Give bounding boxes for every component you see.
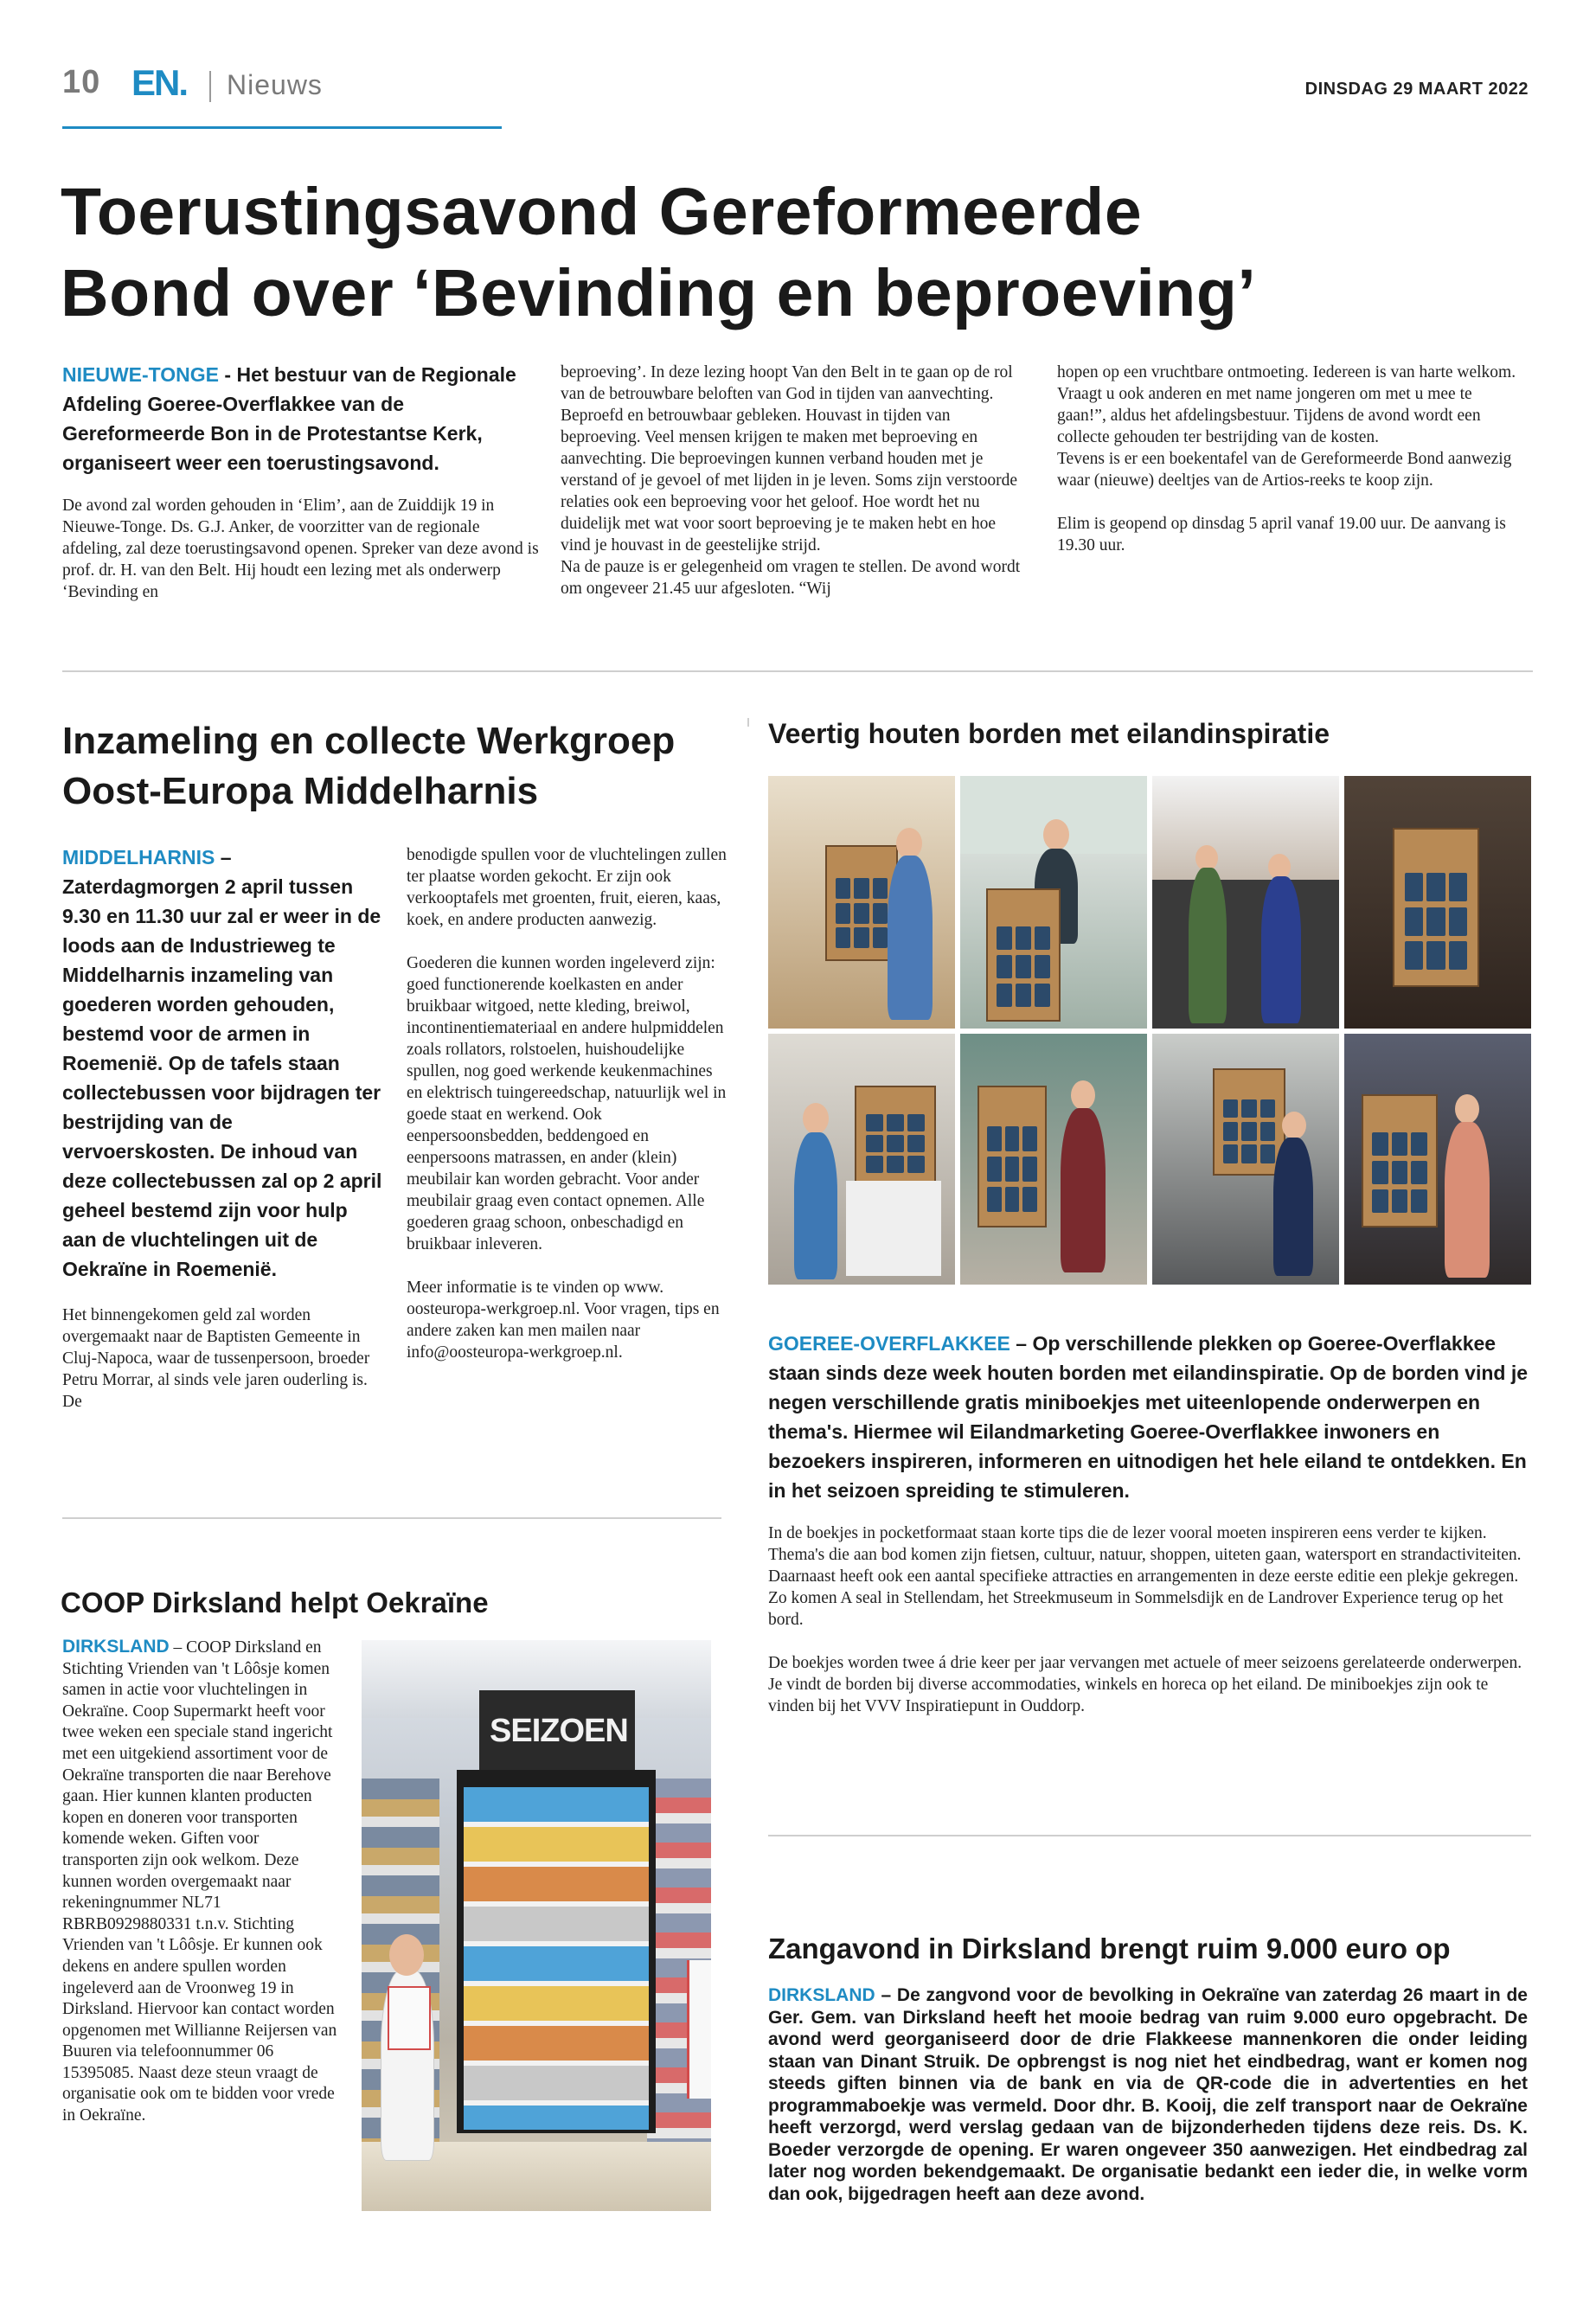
article1-lead: NIEUWE-TONGE - Het bestuur van de Regionale Afdeling Goeree-Overflakkee van de Gereformeerde Bon in de Protestantse Kerk, organiseert weer een toerustingsavond. xyxy=(62,363,516,474)
article3-headline: Veertig houten borden met eilandinspiratie xyxy=(768,718,1330,749)
collage-photo-1 xyxy=(768,776,955,1029)
article2-body-3: Goederen die kunnen worden ingeleverd zijn: goed functionerende koelkasten en ander bruikbaar witgoed, nette kleding, breiwol, incontinentiemateriaal en andere hulpmiddelen zoals rollators, rolstoelen, huishoudelijke spullen, nog goed werkende keukenmachines en elektrisch tuingereedschap, natuurlijk wel in goede staat en werkend. Ook eenpersoonsbedden, beddengoed en eenpersoons matrassen, en ander (klein) meubilair kan worden gebracht. Voor ander meubilair graag even contact opnemen. Alle goederen graag schoon, onbeschadigd en bruikbaar inleveren. xyxy=(407,954,727,1253)
article2-dateline: MIDDELHARNIS xyxy=(62,846,215,868)
collage-photo-4 xyxy=(1344,776,1531,1029)
header-underline xyxy=(62,126,502,129)
article2-body-1: Het binnengekomen geld zal worden overgemaakt naar de Baptisten Gemeente in Cluj-Napoca, waar de tussenpersoon, broeder Petru Morrar, al sinds vele jaren ouderling is. De xyxy=(62,1306,370,1411)
logo: EN. xyxy=(131,62,188,103)
article4-dateline: DIRKSLAND xyxy=(62,1637,170,1657)
coop-photo xyxy=(362,1640,711,2211)
article1-col3 xyxy=(1057,362,1524,556)
article2-col1 xyxy=(62,843,384,1413)
article1-body-3: Na de pauze is er gelegenheid om vragen te stellen. De avond wordt om ongeveer 21.45 uur afgesloten. “Wij xyxy=(561,558,1021,598)
article1-body-5: Tevens is er een boekentafel van de Gereformeerde Bond aanwezig waar (nieuwe) deeltjes van de Artios-reeks te koop zijn. xyxy=(1057,450,1512,490)
collage-photo-8 xyxy=(1344,1034,1531,1285)
article5-headline: Zangavond in Dirksland brengt ruim 9.000 euro op xyxy=(768,1932,1451,1965)
collage-photo-7 xyxy=(1152,1034,1339,1285)
column-divider xyxy=(747,718,749,727)
header-divider xyxy=(209,71,211,102)
article3-lead: GOEREE-OVERFLAKKEE – Op verschillende plekken op Goeree-Overflakkee staan sinds deze week houten borden met eilandinspiratie. Op de borden vind je negen verschillende gratis miniboekjes met uiteenlopende onderwerpen en thema's. Hiermee wil Eilandmarketing Goeree-Overflakkee inwoners en bezoekers inspireren, informeren en uitnodigen het hele eiland te ontdekken. En in het seizoen spreiding te stimuleren. xyxy=(768,1332,1529,1502)
article3-text xyxy=(768,1329,1528,1717)
borden-photo-collage xyxy=(768,776,1531,1285)
article3-body-2: De boekjes worden twee á drie keer per jaar vervangen met actuele of meer seizoens gerelateerde onderwerpen. Je vindt de borden bij diverse accommodaties, winkels en horeca op het eiland. De miniboekjes zijn ook te vinden bij het VVV Inspiratiepunt in Ouddorp. xyxy=(768,1654,1522,1715)
collage-photo-2 xyxy=(960,776,1147,1029)
page-number: 10 xyxy=(62,64,101,100)
coop-photo-sign: SEIZOEN xyxy=(490,1713,628,1749)
article2-body-4: Meer informatie is te vinden op www. oosteuropa-werkgroep.nl. Voor vragen, tips en andere zaken kan men mailen naar info@oosteuropa-werkgroep.nl. xyxy=(407,1279,720,1362)
collage-photo-3 xyxy=(1152,776,1339,1029)
divider-3 xyxy=(768,1835,1531,1836)
section-label: Nieuws xyxy=(227,69,323,100)
collage-photo-6 xyxy=(960,1034,1147,1285)
article1-col1 xyxy=(62,360,540,603)
article1-col2 xyxy=(561,362,1028,599)
article1-body-6: Elim is geopend op dinsdag 5 april vanaf 19.00 uur. De aanvang is 19.30 uur. xyxy=(1057,515,1506,554)
article3-body-1: In de boekjes in pocketformaat staan korte tips die de lezer vooral moeten inspireren eens verder te kijken. Thema's die aan bod komen zijn fietsen, cultuur, natuur, shoppen, uiteten gaan, watersport en strandactiviteiten. Daarnaast heeft ook een aantal specifieke attracties en arrangementen in deze eerste editie een plekje gekregen. Zo komen A seal in Stellendam, het Streekmuseum in Sommelsdijk en de Landrover Experience terug op het bord. xyxy=(768,1524,1522,1629)
divider-2 xyxy=(62,1517,721,1519)
article1-headline: Toerustingsavond Gereformeerde Bond over ‘Bevinding en beproeving’ xyxy=(61,175,1257,330)
article2-lead: MIDDELHARNIS – Zaterdagmorgen 2 april tussen 9.30 en 11.30 uur zal er weer in de loods aan de Industrieweg te Middelharnis inzameling van goederen worden gehouden, bestemd voor de armen in Roemenië. Op de tafels staan collectebussen voor bijdragen ter bestrijding van de vervoerskosten. De inhoud van deze collectebussen zal op 2 april geheel bestemd zijn voor hulp aan de vluchtelingen uit de Oekraïne in Roemenië. xyxy=(62,846,382,1280)
article5-dateline: DIRKSLAND xyxy=(768,1985,875,2005)
divider-1 xyxy=(62,670,1533,672)
article2-body-2: benodigde spullen voor de vluchtelingen zullen ter plaatse worden gekocht. Er zijn ook verkooptafels met groenten, fruit, eieren, kaas, koek, en andere producten aanwezig. xyxy=(407,846,727,929)
article1-dateline: NIEUWE-TONGE xyxy=(62,363,220,386)
article5-text: DIRKSLAND – De zangvond voor de bevolking in Oekraïne van zaterdag 26 maart in de Ger. Gem. van Dirksland heeft het mooie bedrag van ruim 9.000 euro opgebracht. De avond werd georganiseerd door de drie Flakkeese mannenkoren die onder leiding staan van Dinant Struik. De opbrengst is nog niet het eindbedrag, want er komen nog steeds giften binnen via de bank en via de QR-code die in advertenties en het programmaboekje was vermeld. Door dhr. B. Kooij, die zelf transport naar de Oekraïne heeft verzorgd, werd verslag gedaan van de bijzonderheden tijdens deze reis. Ds. K. Boeder verzorgde de opening. Er waren ongeveer 350 aanwezigen. Het eindbedrag zal later nog worden bekendgemaakt. De organisatie bedankt een ieder die, in welke vorm dan ook, bijgedragen heeft aan deze avond. xyxy=(768,1985,1528,2204)
article1-body-4: hopen op een vruchtbare ontmoeting. Iedereen is van harte welkom. Vraagt u ook anderen en met name jongeren om met u mee te gaan!”, aldus het afdelingsbestuur. Tijdens de avond wordt een collecte gehouden ter bestrijding van de kosten. xyxy=(1057,363,1516,446)
article4-headline: COOP Dirksland helpt Oekraïne xyxy=(61,1586,489,1618)
article2-headline: Inzameling en collecte Werkgroep Oost-Europa Middelharnis xyxy=(62,720,676,812)
article4-body: DIRKSLAND – COOP Dirksland en Stichting Vrienden van 't Lôôsje komen samen in actie voor vluchtelingen in Oekraïne. Coop Supermarkt heeft voor twee weken een speciale stand ingericht met een uitgekiend assortiment voor de Oekraïne transporten die naar Berehove gaan. Hier kunnen klanten producten kopen en doneren voor transporten komende weken. Giften voor transporten zijn ook welkom. Deze kunnen worden overgemaakt naar rekeningnummer NL71 RBRB0929880331 t.n.v. Stichting Vrienden van 't Lôôsje. Er kunnen ook dekens en andere spullen worden ingeleverd aan de Vroonweg 19 in Dirksland. Hiervoor kan contact worden opgenomen met Willianne Reijersen van Buuren via telefoonnummer 06 15395085. Naast deze steun vraagt de organisatie ook om te bidden voor vrede in Oekraïne. xyxy=(62,1637,337,2125)
issue-date: DINSDAG 29 MAART 2022 xyxy=(1304,80,1529,99)
article1-body-2: beproeving’. In deze lezing hoopt Van den Belt in te gaan op de rol van de betrouwbare beloften van God in tijden van aanvechting. Beproefd en betrouwbaar gebleken. Houvast in tijden van beproeving. Veel mensen krijgen te maken met beproeving en aanvechting. Die beproevingen kunnen verband houden met je verstand of je gevoel of met lijden in je leven. Soms zijn verstoorde relaties ook een beproeving voor het geloof. Hoe wordt het nu duidelijk met wat voor soort beproeving je te maken hebt en hoe vind je houvast in de geestelijke strijd. xyxy=(561,363,1017,554)
collage-photo-5 xyxy=(768,1034,955,1285)
article2-col2 xyxy=(407,844,728,1363)
article1-body-1: De avond zal worden gehouden in ‘Elim’, aan de Zuiddijk 19 in Nieuwe-Tonge. Ds. G.J. Anker, de voorzitter van de regionale afdeling, zal deze toerustingsavond openen. Spreker van deze avond is prof. dr. H. van den Belt. Hij houdt een lezing met als onderwerp ‘Bevinding en xyxy=(62,497,539,601)
article3-dateline: GOEREE-OVERFLAKKEE xyxy=(768,1332,1010,1355)
